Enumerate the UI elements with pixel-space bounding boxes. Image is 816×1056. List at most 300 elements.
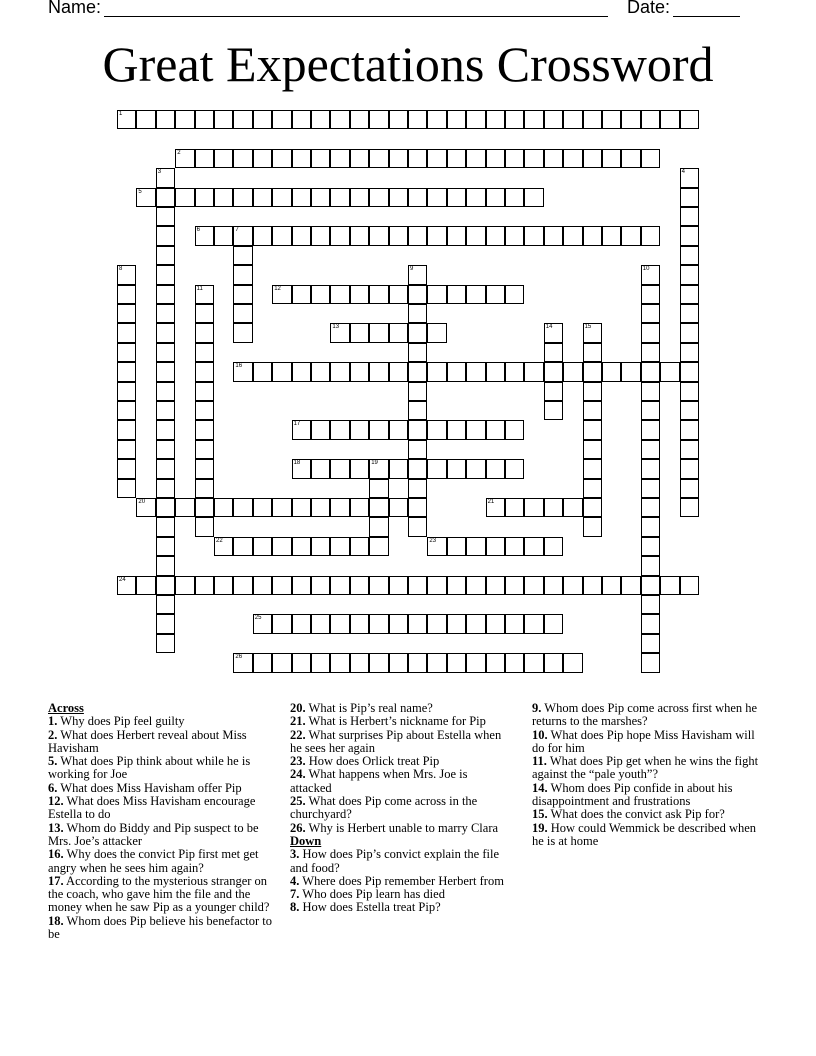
crossword-cell[interactable]	[175, 110, 194, 129]
crossword-cell[interactable]	[602, 110, 621, 129]
crossword-cell[interactable]	[195, 576, 214, 595]
crossword-cell[interactable]	[389, 362, 408, 381]
crossword-cell[interactable]	[195, 479, 214, 498]
crossword-cell[interactable]	[253, 149, 272, 168]
crossword-cell[interactable]	[544, 323, 563, 342]
crossword-cell[interactable]	[447, 576, 466, 595]
crossword-cell[interactable]	[330, 285, 349, 304]
crossword-cell[interactable]	[544, 226, 563, 245]
crossword-cell[interactable]	[641, 440, 660, 459]
crossword-cell[interactable]	[466, 537, 485, 556]
crossword-cell[interactable]	[680, 323, 699, 342]
crossword-cell[interactable]	[195, 149, 214, 168]
crossword-cell[interactable]	[486, 362, 505, 381]
crossword-cell[interactable]	[524, 614, 543, 633]
crossword-cell[interactable]	[486, 498, 505, 517]
crossword-cell[interactable]	[641, 459, 660, 478]
crossword-cell[interactable]	[389, 110, 408, 129]
crossword-cell[interactable]	[505, 653, 524, 672]
crossword-cell[interactable]	[680, 576, 699, 595]
crossword-cell[interactable]	[408, 517, 427, 536]
crossword-cell[interactable]	[369, 537, 388, 556]
crossword-cell[interactable]	[156, 459, 175, 478]
crossword-cell[interactable]	[233, 265, 252, 284]
crossword-cell[interactable]	[466, 188, 485, 207]
crossword-cell[interactable]	[369, 653, 388, 672]
crossword-cell[interactable]	[427, 110, 446, 129]
crossword-cell[interactable]	[156, 382, 175, 401]
crossword-cell[interactable]	[389, 188, 408, 207]
crossword-cell[interactable]	[583, 401, 602, 420]
crossword-cell[interactable]	[311, 149, 330, 168]
crossword-cell[interactable]	[156, 517, 175, 536]
crossword-cell[interactable]	[330, 614, 349, 633]
crossword-cell[interactable]	[524, 537, 543, 556]
crossword-cell[interactable]	[330, 323, 349, 342]
crossword-cell[interactable]	[175, 149, 194, 168]
crossword-cell[interactable]	[524, 498, 543, 517]
crossword-cell[interactable]	[156, 304, 175, 323]
crossword-cell[interactable]	[311, 188, 330, 207]
crossword-cell[interactable]	[292, 149, 311, 168]
crossword-cell[interactable]	[175, 188, 194, 207]
crossword-cell[interactable]	[233, 304, 252, 323]
crossword-cell[interactable]	[117, 459, 136, 478]
crossword-cell[interactable]	[505, 614, 524, 633]
crossword-cell[interactable]	[292, 226, 311, 245]
crossword-cell[interactable]	[505, 285, 524, 304]
crossword-cell[interactable]	[563, 498, 582, 517]
crossword-cell[interactable]	[272, 285, 291, 304]
crossword-cell[interactable]	[350, 362, 369, 381]
crossword-cell[interactable]	[214, 498, 233, 517]
crossword-cell[interactable]	[563, 226, 582, 245]
crossword-cell[interactable]	[272, 614, 291, 633]
crossword-cell[interactable]	[486, 285, 505, 304]
crossword-cell[interactable]	[156, 614, 175, 633]
crossword-cell[interactable]	[680, 343, 699, 362]
crossword-cell[interactable]	[680, 401, 699, 420]
crossword-cell[interactable]	[369, 285, 388, 304]
crossword-cell[interactable]	[233, 226, 252, 245]
crossword-cell[interactable]	[233, 498, 252, 517]
crossword-cell[interactable]	[253, 614, 272, 633]
crossword-cell[interactable]	[350, 149, 369, 168]
crossword-cell[interactable]	[641, 304, 660, 323]
crossword-cell[interactable]	[486, 614, 505, 633]
crossword-cell[interactable]	[369, 498, 388, 517]
crossword-cell[interactable]	[214, 576, 233, 595]
crossword-cell[interactable]	[408, 304, 427, 323]
crossword-cell[interactable]	[641, 382, 660, 401]
crossword-cell[interactable]	[408, 614, 427, 633]
crossword-cell[interactable]	[408, 576, 427, 595]
crossword-cell[interactable]	[641, 401, 660, 420]
crossword-cell[interactable]	[583, 226, 602, 245]
crossword-cell[interactable]	[408, 362, 427, 381]
crossword-cell[interactable]	[505, 420, 524, 439]
crossword-cell[interactable]	[195, 382, 214, 401]
crossword-cell[interactable]	[486, 149, 505, 168]
crossword-cell[interactable]	[447, 537, 466, 556]
crossword-cell[interactable]	[156, 207, 175, 226]
crossword-cell[interactable]	[583, 110, 602, 129]
crossword-cell[interactable]	[117, 285, 136, 304]
crossword-cell[interactable]	[641, 634, 660, 653]
crossword-cell[interactable]	[156, 285, 175, 304]
crossword-cell[interactable]	[350, 226, 369, 245]
crossword-cell[interactable]	[350, 188, 369, 207]
crossword-cell[interactable]	[524, 226, 543, 245]
crossword-cell[interactable]	[680, 285, 699, 304]
crossword-cell[interactable]	[447, 149, 466, 168]
crossword-cell[interactable]	[466, 420, 485, 439]
crossword-cell[interactable]	[292, 576, 311, 595]
crossword-cell[interactable]	[369, 362, 388, 381]
crossword-cell[interactable]	[427, 614, 446, 633]
crossword-cell[interactable]	[233, 149, 252, 168]
crossword-cell[interactable]	[311, 110, 330, 129]
crossword-cell[interactable]	[427, 149, 446, 168]
crossword-cell[interactable]	[447, 653, 466, 672]
crossword-cell[interactable]	[408, 323, 427, 342]
crossword-cell[interactable]	[447, 110, 466, 129]
crossword-cell[interactable]	[408, 149, 427, 168]
crossword-cell[interactable]	[156, 498, 175, 517]
crossword-cell[interactable]	[156, 401, 175, 420]
crossword-cell[interactable]	[117, 479, 136, 498]
crossword-cell[interactable]	[330, 149, 349, 168]
crossword-cell[interactable]	[253, 498, 272, 517]
crossword-cell[interactable]	[563, 653, 582, 672]
crossword-cell[interactable]	[524, 576, 543, 595]
crossword-cell[interactable]	[136, 576, 155, 595]
crossword-cell[interactable]	[156, 246, 175, 265]
crossword-cell[interactable]	[583, 576, 602, 595]
crossword-cell[interactable]	[117, 420, 136, 439]
crossword-cell[interactable]	[311, 576, 330, 595]
crossword-cell[interactable]	[311, 459, 330, 478]
crossword-cell[interactable]	[214, 226, 233, 245]
crossword-cell[interactable]	[292, 285, 311, 304]
crossword-cell[interactable]	[563, 362, 582, 381]
crossword-cell[interactable]	[330, 653, 349, 672]
crossword-cell[interactable]	[466, 362, 485, 381]
crossword-cell[interactable]	[447, 362, 466, 381]
crossword-cell[interactable]	[195, 440, 214, 459]
crossword-cell[interactable]	[253, 653, 272, 672]
crossword-cell[interactable]	[214, 110, 233, 129]
crossword-cell[interactable]	[641, 323, 660, 342]
crossword-cell[interactable]	[156, 168, 175, 187]
crossword-cell[interactable]	[311, 226, 330, 245]
crossword-cell[interactable]	[408, 265, 427, 284]
crossword-cell[interactable]	[680, 382, 699, 401]
crossword-cell[interactable]	[136, 188, 155, 207]
crossword-cell[interactable]	[156, 323, 175, 342]
crossword-cell[interactable]	[369, 517, 388, 536]
crossword-cell[interactable]	[117, 440, 136, 459]
crossword-cell[interactable]	[117, 576, 136, 595]
crossword-cell[interactable]	[641, 556, 660, 575]
crossword-cell[interactable]	[427, 576, 446, 595]
crossword-cell[interactable]	[583, 362, 602, 381]
crossword-cell[interactable]	[389, 498, 408, 517]
crossword-cell[interactable]	[195, 401, 214, 420]
crossword-cell[interactable]	[427, 188, 446, 207]
crossword-cell[interactable]	[311, 537, 330, 556]
crossword-cell[interactable]	[486, 110, 505, 129]
crossword-cell[interactable]	[350, 498, 369, 517]
crossword-cell[interactable]	[330, 537, 349, 556]
crossword-cell[interactable]	[427, 537, 446, 556]
crossword-cell[interactable]	[195, 323, 214, 342]
crossword-cell[interactable]	[583, 420, 602, 439]
crossword-cell[interactable]	[311, 653, 330, 672]
crossword-cell[interactable]	[195, 110, 214, 129]
crossword-cell[interactable]	[233, 285, 252, 304]
crossword-cell[interactable]	[408, 459, 427, 478]
crossword-cell[interactable]	[272, 188, 291, 207]
crossword-cell[interactable]	[156, 556, 175, 575]
crossword-cell[interactable]	[156, 188, 175, 207]
crossword-cell[interactable]	[195, 517, 214, 536]
crossword-cell[interactable]	[447, 285, 466, 304]
crossword-cell[interactable]	[117, 323, 136, 342]
crossword-cell[interactable]	[214, 188, 233, 207]
crossword-cell[interactable]	[602, 362, 621, 381]
crossword-cell[interactable]	[156, 595, 175, 614]
crossword-cell[interactable]	[408, 401, 427, 420]
crossword-cell[interactable]	[156, 576, 175, 595]
crossword-cell[interactable]	[311, 285, 330, 304]
crossword-cell[interactable]	[544, 401, 563, 420]
crossword-cell[interactable]	[466, 459, 485, 478]
crossword-cell[interactable]	[330, 498, 349, 517]
crossword-cell[interactable]	[369, 226, 388, 245]
crossword-cell[interactable]	[195, 226, 214, 245]
crossword-cell[interactable]	[369, 576, 388, 595]
crossword-cell[interactable]	[466, 576, 485, 595]
crossword-cell[interactable]	[389, 459, 408, 478]
crossword-cell[interactable]	[389, 420, 408, 439]
crossword-cell[interactable]	[621, 226, 640, 245]
crossword-cell[interactable]	[680, 226, 699, 245]
crossword-cell[interactable]	[272, 576, 291, 595]
crossword-cell[interactable]	[272, 498, 291, 517]
crossword-cell[interactable]	[233, 110, 252, 129]
crossword-cell[interactable]	[524, 188, 543, 207]
crossword-cell[interactable]	[389, 653, 408, 672]
crossword-cell[interactable]	[214, 149, 233, 168]
crossword-cell[interactable]	[486, 653, 505, 672]
crossword-cell[interactable]	[486, 459, 505, 478]
crossword-cell[interactable]	[350, 459, 369, 478]
crossword-cell[interactable]	[156, 110, 175, 129]
crossword-cell[interactable]	[583, 323, 602, 342]
crossword-cell[interactable]	[680, 440, 699, 459]
crossword-cell[interactable]	[156, 343, 175, 362]
crossword-cell[interactable]	[195, 343, 214, 362]
crossword-cell[interactable]	[524, 149, 543, 168]
crossword-cell[interactable]	[680, 246, 699, 265]
crossword-cell[interactable]	[292, 362, 311, 381]
crossword-cell[interactable]	[117, 265, 136, 284]
crossword-cell[interactable]	[253, 576, 272, 595]
crossword-cell[interactable]	[641, 653, 660, 672]
crossword-cell[interactable]	[272, 653, 291, 672]
crossword-cell[interactable]	[486, 576, 505, 595]
crossword-cell[interactable]	[641, 498, 660, 517]
crossword-cell[interactable]	[602, 226, 621, 245]
crossword-cell[interactable]	[156, 537, 175, 556]
crossword-cell[interactable]	[641, 362, 660, 381]
crossword-cell[interactable]	[680, 110, 699, 129]
crossword-cell[interactable]	[369, 420, 388, 439]
crossword-cell[interactable]	[350, 537, 369, 556]
crossword-cell[interactable]	[583, 343, 602, 362]
crossword-cell[interactable]	[330, 188, 349, 207]
crossword-cell[interactable]	[389, 285, 408, 304]
crossword-cell[interactable]	[505, 226, 524, 245]
crossword-cell[interactable]	[330, 362, 349, 381]
crossword-cell[interactable]	[389, 614, 408, 633]
crossword-cell[interactable]	[660, 362, 679, 381]
crossword-cell[interactable]	[680, 168, 699, 187]
crossword-cell[interactable]	[524, 362, 543, 381]
crossword-cell[interactable]	[563, 149, 582, 168]
crossword-cell[interactable]	[505, 362, 524, 381]
crossword-cell[interactable]	[544, 537, 563, 556]
crossword-cell[interactable]	[427, 362, 446, 381]
crossword-cell[interactable]	[369, 614, 388, 633]
crossword-cell[interactable]	[544, 653, 563, 672]
crossword-cell[interactable]	[214, 537, 233, 556]
crossword-cell[interactable]	[680, 304, 699, 323]
crossword-cell[interactable]	[292, 537, 311, 556]
crossword-cell[interactable]	[583, 517, 602, 536]
crossword-cell[interactable]	[330, 110, 349, 129]
crossword-cell[interactable]	[524, 110, 543, 129]
crossword-cell[interactable]	[233, 537, 252, 556]
crossword-cell[interactable]	[253, 188, 272, 207]
crossword-cell[interactable]	[253, 226, 272, 245]
crossword-cell[interactable]	[621, 576, 640, 595]
crossword-cell[interactable]	[195, 420, 214, 439]
crossword-cell[interactable]	[583, 498, 602, 517]
crossword-cell[interactable]	[680, 420, 699, 439]
crossword-cell[interactable]	[408, 479, 427, 498]
crossword-cell[interactable]	[311, 498, 330, 517]
crossword-cell[interactable]	[602, 149, 621, 168]
crossword-cell[interactable]	[621, 110, 640, 129]
crossword-cell[interactable]	[641, 285, 660, 304]
crossword-cell[interactable]	[641, 517, 660, 536]
crossword-cell[interactable]	[660, 576, 679, 595]
crossword-cell[interactable]	[117, 401, 136, 420]
crossword-cell[interactable]	[544, 110, 563, 129]
crossword-cell[interactable]	[195, 362, 214, 381]
crossword-cell[interactable]	[369, 459, 388, 478]
crossword-cell[interactable]	[350, 323, 369, 342]
crossword-cell[interactable]	[408, 420, 427, 439]
crossword-cell[interactable]	[505, 188, 524, 207]
crossword-cell[interactable]	[602, 576, 621, 595]
crossword-cell[interactable]	[136, 110, 155, 129]
crossword-cell[interactable]	[272, 537, 291, 556]
crossword-cell[interactable]	[233, 653, 252, 672]
crossword-cell[interactable]	[427, 323, 446, 342]
crossword-cell[interactable]	[583, 440, 602, 459]
crossword-cell[interactable]	[292, 498, 311, 517]
crossword-cell[interactable]	[641, 479, 660, 498]
crossword-cell[interactable]	[505, 149, 524, 168]
crossword-cell[interactable]	[408, 498, 427, 517]
crossword-cell[interactable]	[680, 265, 699, 284]
crossword-cell[interactable]	[350, 285, 369, 304]
crossword-cell[interactable]	[350, 653, 369, 672]
crossword-cell[interactable]	[505, 110, 524, 129]
crossword-cell[interactable]	[369, 479, 388, 498]
crossword-cell[interactable]	[583, 479, 602, 498]
crossword-cell[interactable]	[389, 576, 408, 595]
crossword-cell[interactable]	[389, 226, 408, 245]
crossword-cell[interactable]	[680, 479, 699, 498]
crossword-cell[interactable]	[641, 614, 660, 633]
crossword-cell[interactable]	[272, 110, 291, 129]
crossword-cell[interactable]	[311, 420, 330, 439]
crossword-cell[interactable]	[641, 420, 660, 439]
crossword-cell[interactable]	[330, 420, 349, 439]
crossword-cell[interactable]	[233, 246, 252, 265]
crossword-cell[interactable]	[350, 110, 369, 129]
crossword-cell[interactable]	[641, 537, 660, 556]
crossword-cell[interactable]	[544, 382, 563, 401]
crossword-cell[interactable]	[486, 188, 505, 207]
crossword-cell[interactable]	[660, 110, 679, 129]
crossword-cell[interactable]	[408, 226, 427, 245]
crossword-cell[interactable]	[292, 653, 311, 672]
crossword-cell[interactable]	[680, 459, 699, 478]
crossword-cell[interactable]	[253, 110, 272, 129]
crossword-cell[interactable]	[272, 362, 291, 381]
crossword-cell[interactable]	[292, 420, 311, 439]
crossword-cell[interactable]	[427, 285, 446, 304]
crossword-cell[interactable]	[505, 537, 524, 556]
crossword-cell[interactable]	[544, 576, 563, 595]
crossword-cell[interactable]	[175, 576, 194, 595]
crossword-cell[interactable]	[117, 110, 136, 129]
crossword-cell[interactable]	[156, 265, 175, 284]
crossword-cell[interactable]	[233, 188, 252, 207]
crossword-cell[interactable]	[427, 420, 446, 439]
crossword-cell[interactable]	[292, 188, 311, 207]
crossword-cell[interactable]	[156, 420, 175, 439]
crossword-cell[interactable]	[117, 304, 136, 323]
crossword-cell[interactable]	[117, 362, 136, 381]
crossword-cell[interactable]	[389, 149, 408, 168]
crossword-cell[interactable]	[369, 188, 388, 207]
crossword-cell[interactable]	[680, 207, 699, 226]
crossword-cell[interactable]	[233, 576, 252, 595]
crossword-cell[interactable]	[156, 440, 175, 459]
crossword-cell[interactable]	[272, 149, 291, 168]
crossword-cell[interactable]	[505, 498, 524, 517]
crossword-cell[interactable]	[408, 188, 427, 207]
crossword-cell[interactable]	[466, 614, 485, 633]
crossword-cell[interactable]	[330, 576, 349, 595]
crossword-cell[interactable]	[195, 285, 214, 304]
